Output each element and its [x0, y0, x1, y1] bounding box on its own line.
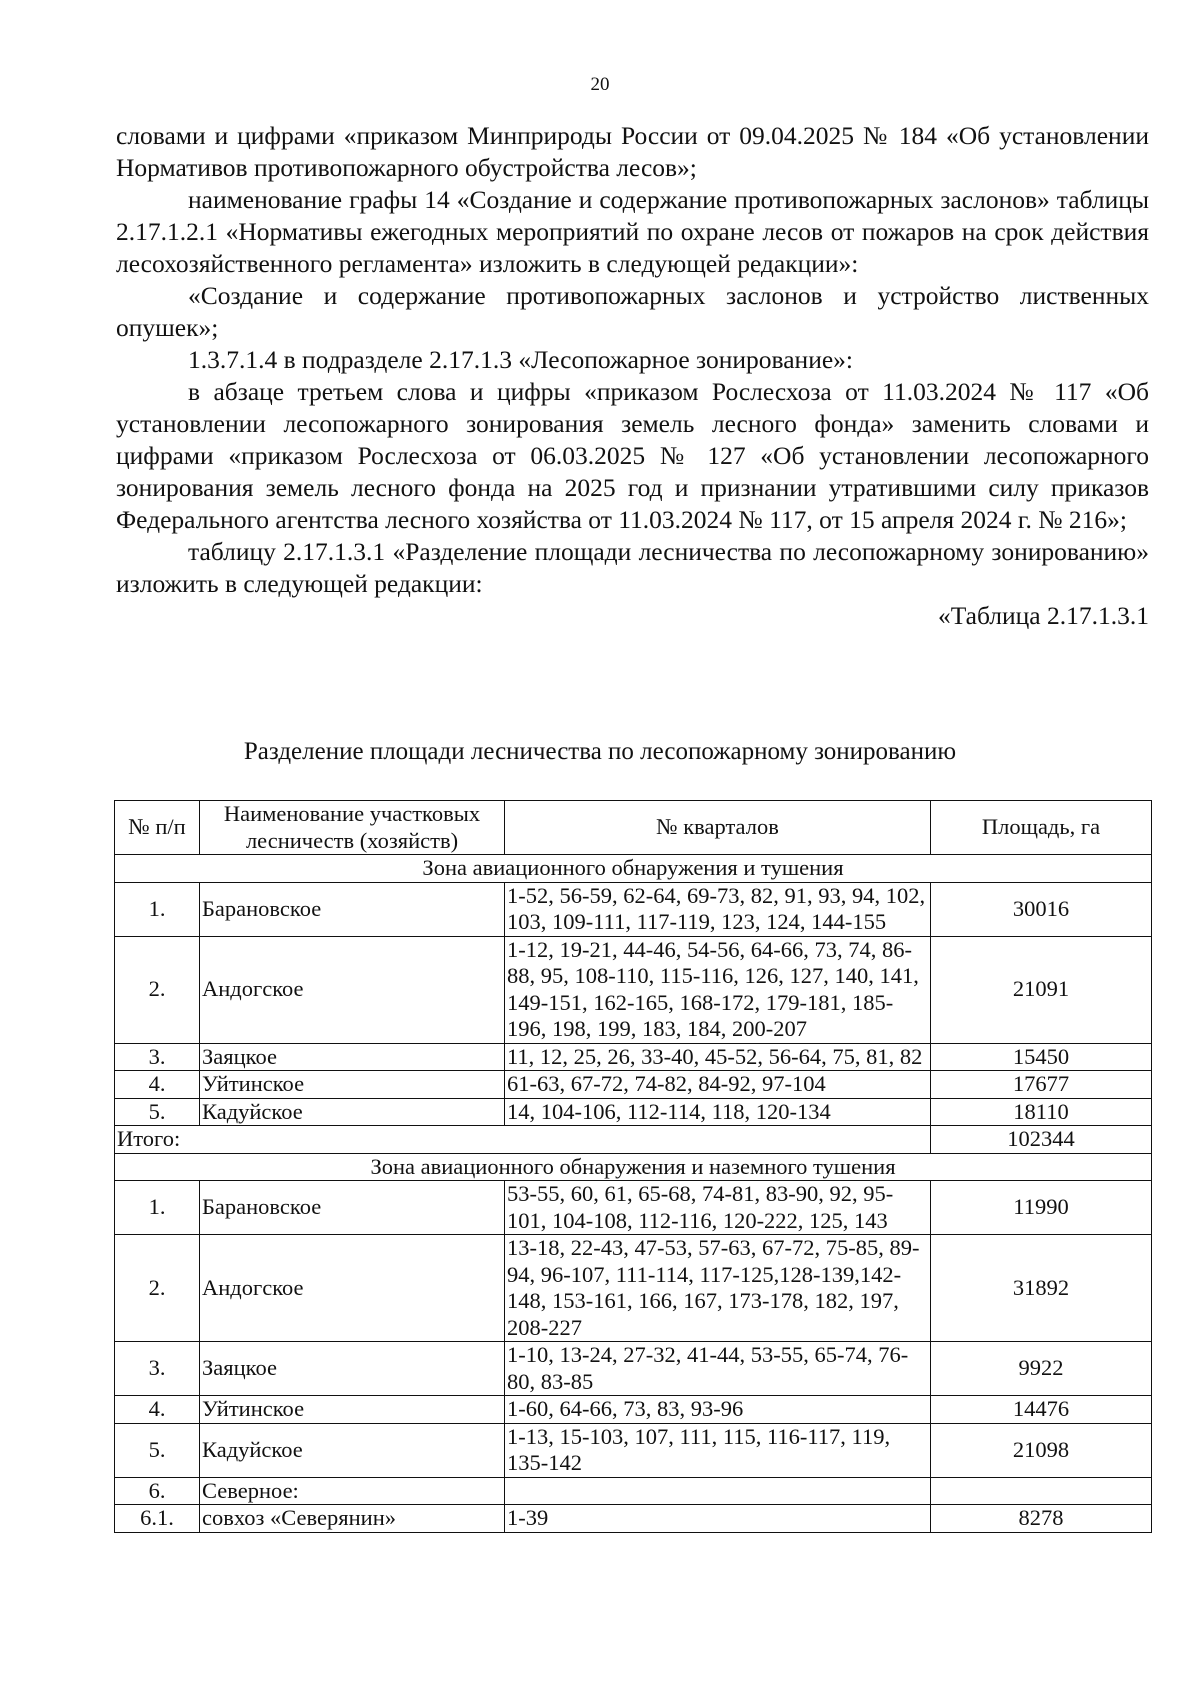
row-quarters: 14, 104-106, 112-114, 118, 120-134 — [505, 1098, 931, 1126]
row-quarters: 13-18, 22-43, 47-53, 57-63, 67-72, 75-85, 89-94, 96-107, 111-114, 117-125,128-139,142-148, 153-161, 166, 167, 173-178, 182, 197, 208-227 — [505, 1235, 931, 1342]
header-quarters: № кварталов — [505, 801, 931, 855]
header-name: Наименование участковых лесничеств (хозяйств) — [200, 801, 505, 855]
row-quarters: 1-60, 64-66, 73, 83, 93-96 — [505, 1396, 931, 1424]
row-name: Уйтинское — [200, 1396, 505, 1424]
table-row — [115, 1505, 1152, 1533]
table-header-row — [115, 801, 1152, 855]
document-body — [116, 120, 1149, 632]
row-name: Заяцкое — [200, 1043, 505, 1071]
row-quarters: 1-13, 15-103, 107, 111, 115, 116-117, 119, 135-142 — [505, 1423, 931, 1477]
paragraph: наименование графы 14 «Создание и содержание противопожарных заслонов» таблицы 2.17.1.2.1 «Нормативы ежегодных мероприятий по охране лесов от пожаров на срок действия лесохозяйственного регламента» изложить в следующей редакции»: — [116, 185, 1149, 278]
table-title: Разделение площади лесничества по лесопожарному зонированию — [243, 738, 957, 765]
row-num: 5. — [115, 1098, 200, 1126]
row-num: 3. — [115, 1342, 200, 1396]
row-quarters: 1-12, 19-21, 44-46, 54-56, 64-66, 73, 74, 86-88, 95, 108-110, 115-116, 126, 127, 140, 141, 149-151, 162-165, 168-172, 179-181, 185- 196, 198, 199, 183, 184, 200-207 — [505, 936, 931, 1043]
row-quarters — [505, 1477, 931, 1505]
row-quarters: 61-63, 67-72, 74-82, 84-92, 97-104 — [505, 1071, 931, 1099]
row-name: Андогское — [200, 936, 505, 1043]
table-row — [115, 1181, 1152, 1235]
paragraph: 1.3.7.1.4 в подразделе 2.17.1.3 «Лесопожарное зонирование»: — [188, 345, 853, 374]
row-name: Андогское — [200, 1235, 505, 1342]
total-row — [115, 1126, 1152, 1154]
table-row — [115, 1423, 1152, 1477]
row-num: 2. — [115, 1235, 200, 1342]
zoning-table — [114, 800, 1152, 1533]
row-name: совхоз «Северянин» — [200, 1505, 505, 1533]
page-number: 20 — [590, 74, 610, 95]
row-area: 18110 — [931, 1098, 1152, 1126]
row-num: 4. — [115, 1071, 200, 1099]
row-name: Заяцкое — [200, 1342, 505, 1396]
row-area: 31892 — [931, 1235, 1152, 1342]
table-row — [115, 1098, 1152, 1126]
row-area: 14476 — [931, 1396, 1152, 1424]
paragraph: словами и цифрами «приказом Минприроды России от 09.04.2025 № 184 «Об установлении Нормативов противопожарного обустройства лесов»; — [116, 121, 1149, 182]
row-area: 9922 — [931, 1342, 1152, 1396]
row-quarters: 53-55, 60, 61, 65-68, 74-81, 83-90, 92, 95-101, 104-108, 112-116, 120-222, 125, 143 — [505, 1181, 931, 1235]
table-label: «Таблица 2.17.1.3.1 — [937, 601, 1149, 630]
row-area: 30016 — [931, 882, 1152, 936]
row-num: 1. — [115, 1181, 200, 1235]
row-quarters: 11, 12, 25, 26, 33-40, 45-52, 56-64, 75, 81, 82 — [505, 1043, 931, 1071]
zone-row — [115, 1153, 1152, 1181]
table-row — [115, 1477, 1152, 1505]
paragraph: таблицу 2.17.1.3.1 «Разделение площади лесничества по лесопожарному зонированию» изложить в следующей редакции: — [116, 537, 1149, 598]
row-quarters: 1-52, 56-59, 62-64, 69-73, 82, 91, 93, 94, 102, 103, 109-111, 117-119, 123, 124, 144-155 — [505, 882, 931, 936]
total-value: 102344 — [931, 1126, 1152, 1154]
table-row — [115, 1235, 1152, 1342]
total-label: Итого: — [115, 1126, 931, 1154]
table-row — [115, 1396, 1152, 1424]
zone-row — [115, 855, 1152, 883]
row-area — [931, 1477, 1152, 1505]
row-name: Уйтинское — [200, 1071, 505, 1099]
row-num: 3. — [115, 1043, 200, 1071]
row-area: 17677 — [931, 1071, 1152, 1099]
row-num: 6.1. — [115, 1505, 200, 1533]
row-area: 15450 — [931, 1043, 1152, 1071]
table-row — [115, 936, 1152, 1043]
header-num: № п/п — [115, 801, 200, 855]
table-row — [115, 1071, 1152, 1099]
row-name: Барановское — [200, 882, 505, 936]
row-area: 21098 — [931, 1423, 1152, 1477]
row-name: Кадуйское — [200, 1098, 505, 1126]
table-row — [115, 1342, 1152, 1396]
row-num: 2. — [115, 936, 200, 1043]
row-num: 6. — [115, 1477, 200, 1505]
row-name: Северное: — [200, 1477, 505, 1505]
table-row — [115, 1043, 1152, 1071]
row-area: 11990 — [931, 1181, 1152, 1235]
row-num: 5. — [115, 1423, 200, 1477]
paragraph: «Создание и содержание противопожарных заслонов и устройство лиственных опушек»; — [116, 281, 1149, 342]
row-num: 4. — [115, 1396, 200, 1424]
header-area: Площадь, га — [931, 801, 1152, 855]
row-quarters: 1-39 — [505, 1505, 931, 1533]
zone-title: Зона авиационного обнаружения и тушения — [115, 855, 1152, 883]
row-quarters: 1-10, 13-24, 27-32, 41-44, 53-55, 65-74, 76-80, 83-85 — [505, 1342, 931, 1396]
row-num: 1. — [115, 882, 200, 936]
row-area: 21091 — [931, 936, 1152, 1043]
row-name: Кадуйское — [200, 1423, 505, 1477]
paragraph: в абзаце третьем слова и цифры «приказом Рослесхоза от 11.03.2024 № 117 «Об установлении лесопожарного зонирования земель лесного фонда» заменить словами и цифрами «приказом Рослесхоза от 06.03.2025 № 127 «Об установлении лесопожарного зонирования земель лесного фонда на 2025 год и признании утратившими силу приказов Федерального агентства лесного хозяйства от 11.03.2024 № 117, от 15 апреля 2024 г. № 216»; — [116, 377, 1149, 534]
zone-title: Зона авиационного обнаружения и наземного тушения — [115, 1153, 1152, 1181]
row-name: Барановское — [200, 1181, 505, 1235]
row-area: 8278 — [931, 1505, 1152, 1533]
table-row — [115, 882, 1152, 936]
